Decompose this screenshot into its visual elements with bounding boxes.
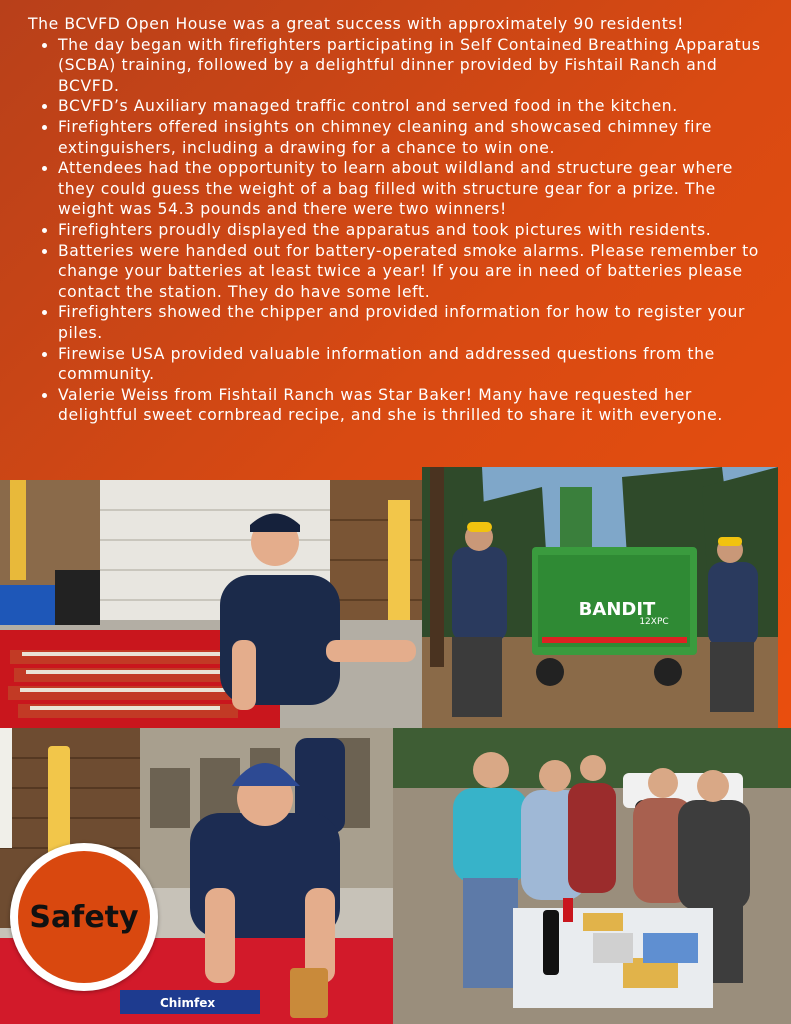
chipper-brand-label: BANDIT	[578, 599, 656, 620]
list-item: • Valerie Weiss from Fishtail Ranch was Star Baker! Many have requested her delightful sweet cornbread recipe, and she is thrilled to share it with everyone.	[58, 385, 768, 426]
safety-badge-label: Safety	[29, 899, 139, 935]
intro-paragraph: The BCVFD Open House was a great success with approximately 90 residents!	[28, 15, 684, 33]
safety-badge-inner	[18, 851, 150, 983]
event-highlights-list	[28, 35, 768, 426]
list-item: • Firewise USA provided valuable information and addressed questions from the community.	[58, 344, 768, 385]
list-item: • Firefighters showed the chipper and provided information for how to register your piles.	[58, 302, 768, 343]
list-item: • Attendees had the opportunity to learn about wildland and structure gear where they could guess the weight of a bag filled with structure gear for a prize. The weight was 54.3 pounds and there were two winners!	[58, 158, 768, 220]
list-item: • Firefighters offered insights on chimney cleaning and showcased chimney fire extinguishers, including a drawing for a chance to win one.	[58, 117, 768, 158]
list-item: • Firefighters proudly displayed the apparatus and took pictures with residents.	[58, 220, 768, 241]
list-item: • Batteries were handed out for battery-operated smoke alarms. Please remember to change your batteries at least twice a year! If you are in need of batteries please contact the station. They do have some left.	[58, 241, 768, 303]
chimfex-label: Chimfex	[160, 996, 216, 1010]
safety-badge	[10, 843, 158, 991]
photo-battery-table	[0, 480, 422, 728]
photo-firewise-group	[393, 728, 791, 1024]
list-item: • BCVFD’s Auxiliary managed traffic control and served food in the kitchen.	[58, 96, 768, 117]
chipper-model-label: 12XPC	[639, 617, 669, 627]
list-item: • The day began with firefighters participating in Self Contained Breathing Apparatus (SCBA) training, followed by a delightful dinner provided by Fishtail Ranch and BCVFD.	[58, 35, 768, 97]
article-text	[28, 14, 768, 426]
photo-chipper-demo	[422, 467, 778, 728]
